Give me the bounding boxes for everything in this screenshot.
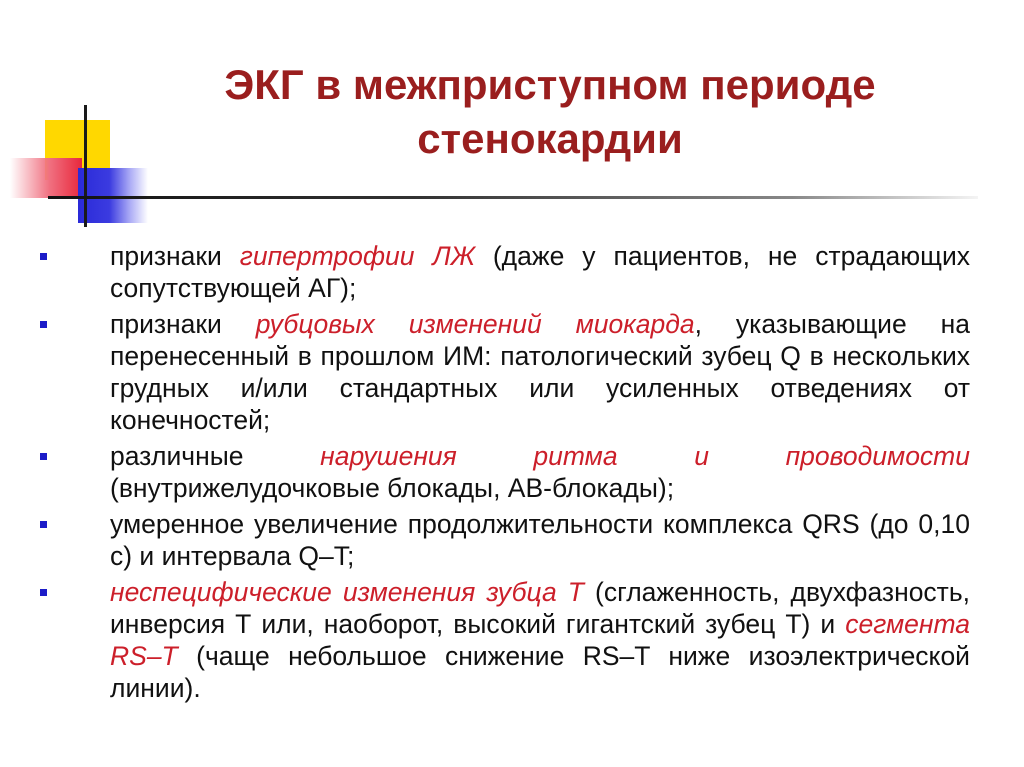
item-text: , указывающие на перенесенный в прошлом ИМ: патологический зубец Q в нескольких грудных и/или стандартных или усиленных отведениях от конечностей; xyxy=(110,309,970,435)
square-bullet-icon xyxy=(40,521,47,528)
list-item xyxy=(40,308,970,436)
list-item xyxy=(40,576,970,704)
item-text: признаки xyxy=(110,309,256,339)
slide-title xyxy=(120,58,980,166)
item-text: умеренное увеличение продолжительности комплекса QRS (до 0,10 с) и интервала Q–T; xyxy=(110,509,970,571)
list-item xyxy=(40,240,970,304)
list-item xyxy=(40,508,970,572)
item-emphasis: неспецифические изменения зубца Т xyxy=(110,577,584,607)
item-text: (чаще небольшое снижение RS–T ниже изоэлектрической линии). xyxy=(110,641,970,703)
square-bullet-icon xyxy=(40,321,47,328)
item-text: (внутрижелудочковые блокады, АВ-блокады); xyxy=(110,473,675,503)
title-divider-line xyxy=(48,196,978,199)
bullet-list xyxy=(40,240,970,708)
square-bullet-icon xyxy=(40,453,47,460)
slide-title-line-2: стенокардии xyxy=(417,115,683,162)
item-emphasis: рубцовых изменений миокарда xyxy=(255,309,695,339)
item-emphasis: нарушения ритма и проводимости xyxy=(320,441,970,471)
item-text: признаки xyxy=(110,241,240,271)
list-item xyxy=(40,440,970,504)
vertical-line-decoration xyxy=(84,105,87,227)
red-square-decoration xyxy=(10,158,82,198)
slide-title-line-1: ЭКГ в межприступном периоде xyxy=(224,61,876,108)
item-text: (даже у пациентов, не страдающих сопутствующей АГ); xyxy=(110,241,970,303)
item-emphasis: сегмента RS–T xyxy=(110,609,970,671)
square-bullet-icon xyxy=(40,253,47,260)
item-text: (сглаженность, двухфазность, инверсия Т или, наоборот, высокий гигантский зубец Т) и xyxy=(110,577,970,639)
item-text: различные xyxy=(110,441,321,471)
square-bullet-icon xyxy=(40,589,47,596)
item-emphasis: гипертрофии ЛЖ xyxy=(239,241,475,271)
